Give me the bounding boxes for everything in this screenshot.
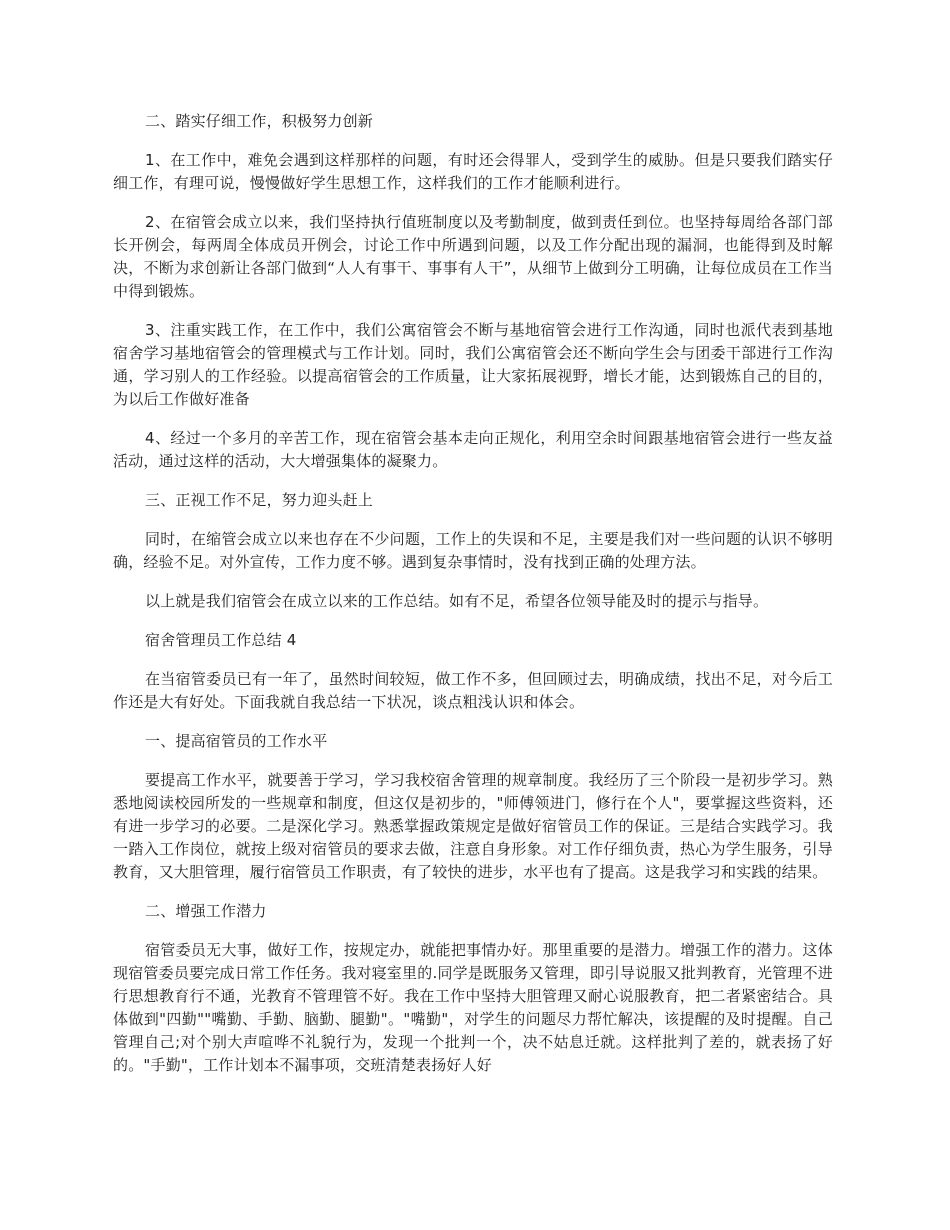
section-heading: 一、提高宿管员的工作水平 <box>145 732 328 750</box>
paragraph: 以上就是我们宿管会在成立以来的工作总结。如有不足，希望各位领导能及时的提示与指导。 <box>145 592 769 610</box>
paragraph: 在当宿管委员已有一年了，虽然时间较短，做工作不多，但回顾过去，明确成绩，找出不足，对今后工作还是大有好处。下面我就自我总结一下状况，谈点粗浅认识和体会。 <box>113 670 833 711</box>
section-heading: 三、正视工作不足，努力迎头赶上 <box>145 491 374 509</box>
paragraph: 要提高工作水平，就要善于学习，学习我校宿舍管理的规章制度。我经历了三个阶段一是初步学习。熟悉地阅读校园所发的一些规章和制度，但这仅是初步的，"师傅领进门，修行在个人"，要掌握这些资料，还有进一步学习的必要。二是深化学习。熟悉掌握政策规定是做好宿管员工作的保证。三是结合实践学习。我一踏入工作岗位，就按上级对宿管员的要求去做，注意自身形象。对工作仔细负责，热心为学生服务，引导教育，又大胆管理，履行宿管员工作职责，有了较快的进步，水平也有了提高。这是我学习和实践的结果。 <box>113 771 833 881</box>
document-title: 宿舍管理员工作总结 4 <box>145 631 297 649</box>
section-heading: 二、踏实仔细工作，积极努力创新 <box>145 112 374 130</box>
document-page <box>113 110 833 1093</box>
paragraph: 宿管委员无大事，做好工作，按规定办，就能把事情办好。那里重要的是潜力。增强工作的潜力。这体现宿管委员要完成日常工作任务。我对寝室里的.同学是既服务又管理，即引导说服又批判教育，光管理不进行思想教育行不通，光教育不管理管不好。我在工作中坚持大胆管理又耐心说服教育，把二者紧密结合。具体做到"四勤""嘴勤、手勤、脑勤、腿勤"。"嘴勤"，对学生的问题尽力帮忙解决，该提醒的及时提醒。自己管理自己;对个别大声喧哗不礼貌行为，发现一个批判一个，决不姑息迁就。这样批判了差的，就表扬了好的。"手勤"，工作计划本不漏事项，交班清楚表扬好人好 <box>113 941 833 1074</box>
paragraph: 同时，在缩管会成立以来也存在不少问题，工作上的失误和不足，主要是我们对一些问题的认识不够明确，经验不足。对外宣传，工作力度不够。遇到复杂事情时，没有找到正确的处理方法。 <box>113 530 833 571</box>
paragraph: 3、注重实践工作，在工作中，我们公寓宿管会不断与基地宿管会进行工作沟通，同时也派代表到基地宿舍学习基地宿管会的管理模式与工作计划。同时，我们公寓宿管会还不断向学生会与团委干部进行工作沟通，学习别人的工作经验。以提高宿管会的工作质量，让大家拓展视野，增长才能，达到锻炼自己的目的，为以后工作做好准备 <box>113 321 833 408</box>
section-heading: 二、增强工作潜力 <box>145 902 267 920</box>
paragraph: 2、在宿管会成立以来，我们坚持执行值班制度以及考勤制度，做到责任到位。也坚持每周给各部门部长开例会，每两周全体成员开例会，讨论工作中所遇到问题，以及工作分配出现的漏洞，也能得到及时解决，不断为求创新让各部门做到“人人有事干、事事有人干”，从细节上做到分工明确，让每位成员在工作当中得到锻炼。 <box>113 213 833 300</box>
paragraph: 4、经过一个多月的辛苦工作，现在宿管会基本走向正规化，利用空余时间跟基地宿管会进行一些友益活动，通过这样的活动，大大增强集体的凝聚力。 <box>113 429 833 470</box>
paragraph: 1、在工作中，难免会遇到这样那样的问题，有时还会得罪人，受到学生的威胁。但是只要我们踏实仔细工作，有理可说，慢慢做好学生思想工作，这样我们的工作才能顺利进行。 <box>113 151 833 192</box>
